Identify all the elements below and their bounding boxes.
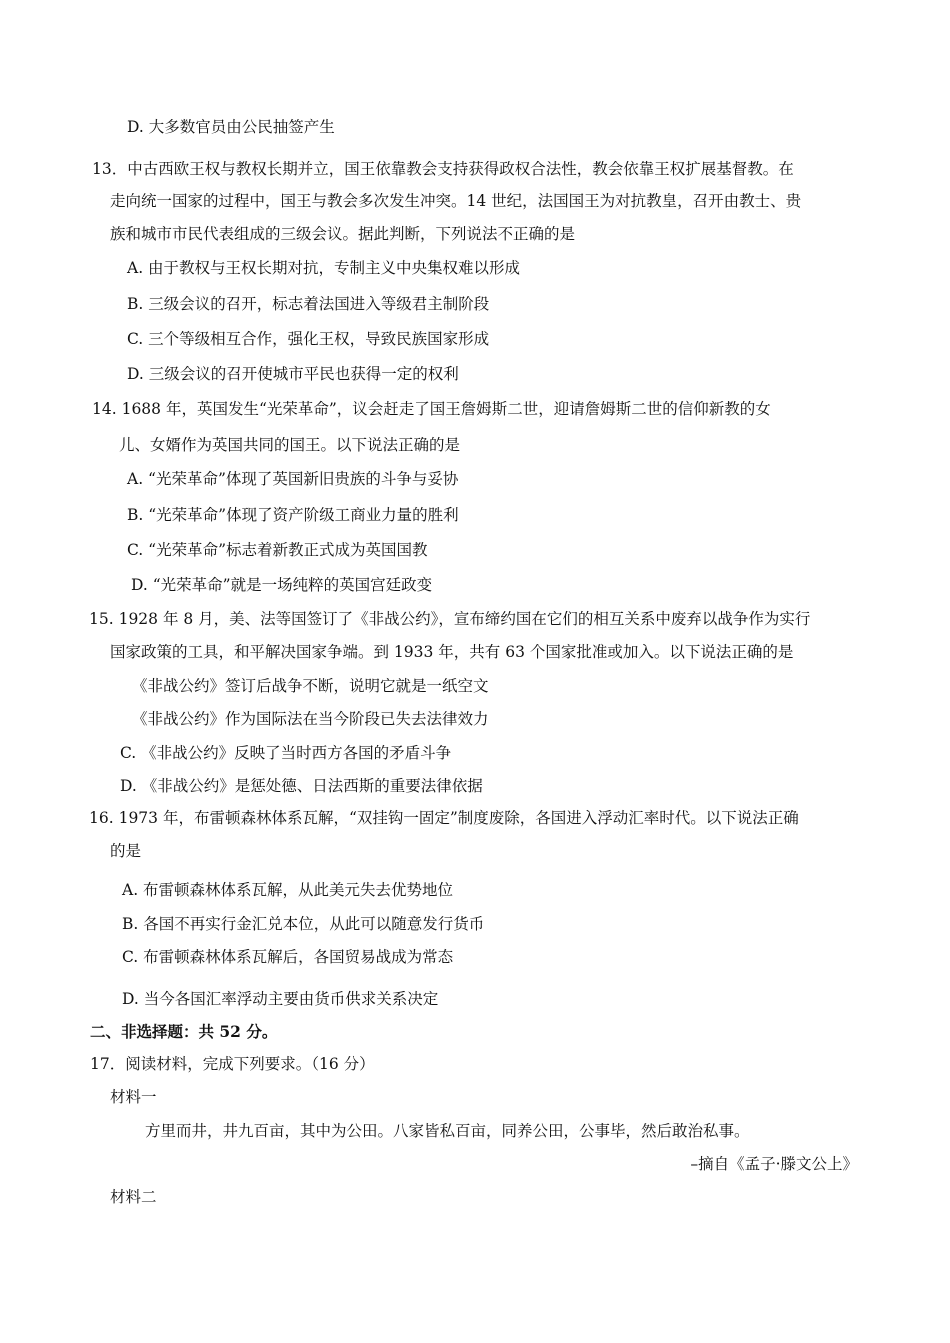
question-16-option-c: C. 布雷顿森林体系瓦解后，各国贸易战成为常态 [122, 948, 454, 966]
question-13-stem-line-3: 族和城市市民代表组成的三级会议。据此判断，下列说法不正确的是 [110, 225, 576, 243]
material-1-text: 方里而井，井九百亩，其中为公田。八家皆私百亩，同养公田，公事毕，然后敢治私事。 [145, 1122, 750, 1140]
question-13-option-b: B. 三级会议的召开，标志着法国进入等级君主制阶段 [127, 295, 490, 313]
question-15-stem-line-2: 国家政策的工具，和平解决国家争端。到 1933 年，共有 63 个国家批准或加入。以下说法正确的是 [110, 643, 794, 661]
question-17-stem: 17．阅读材料，完成下列要求。（16 分） [90, 1055, 375, 1073]
section-2-heading: 二、非选择题：共 52 分。 [90, 1022, 278, 1041]
material-2-label: 材料二 [110, 1188, 157, 1206]
question-16-stem-line-2: 的是 [110, 842, 142, 860]
question-13-option-a: A. 由于教权与王权长期对抗，专制主义中央集权难以形成 [127, 259, 521, 277]
question-14-option-c: C. “光荣革命”标志着新教正式成为英国国教 [127, 541, 428, 559]
question-16-option-d: D. 当今各国汇率浮动主要由货币供求关系决定 [122, 990, 439, 1008]
question-15-option-d: D. 《非战公约》是惩处德、日法西斯的重要法律依据 [120, 777, 483, 795]
question-14-stem-line-1: 14. 1688 年，英国发生“光荣革命”，议会赶走了国王詹姆斯二世，迎请詹姆斯二世的信仰新教的女 [92, 400, 771, 418]
question-14-stem-line-2: 儿、女婿作为英国共同的国王。以下说法正确的是 [119, 436, 461, 454]
question-13-option-d: D. 三级会议的召开使城市平民也获得一定的权利 [127, 365, 459, 383]
question-13-stem-line-1: 13．中古西欧王权与教权长期并立，国王依靠教会支持获得政权合法性，教会依靠王权扩展基督教。在 [92, 160, 794, 178]
question-15-option-c: C. 《非战公约》反映了当时西方各国的矛盾斗争 [120, 744, 452, 762]
question-13-option-c: C. 三个等级相互合作，强化王权，导致民族国家形成 [127, 330, 490, 348]
question-15-option-a: 《非战公约》签订后战争不断，说明它就是一纸空文 [132, 677, 489, 695]
question-16-stem-line-1: 16. 1973 年，布雷顿森林体系瓦解，“双挂钩一固定”制度废除，各国进入浮动汇率时代。以下说法正确 [89, 809, 799, 827]
question-14-option-d: D. “光荣革命”就是一场纯粹的英国宫廷政变 [131, 576, 433, 594]
material-1-source: –摘自《孟子·滕文公上》 [690, 1155, 858, 1173]
question-13-stem-line-2: 走向统一国家的过程中，国王与教会多次发生冲突。14 世纪，法国国王为对抗教皇，召开由教士、贵 [110, 192, 802, 210]
question-15-stem-line-1: 15. 1928 年 8 月，美、法等国签订了《非战公约》，宣布缔约国在它们的相互关系中废弃以战争作为实行 [89, 610, 811, 628]
question-16-option-b: B. 各国不再实行金汇兑本位，从此可以随意发行货币 [122, 915, 485, 933]
question-16-option-a: A. 布雷顿森林体系瓦解，从此美元失去优势地位 [122, 881, 454, 899]
question-15-option-b: 《非战公约》作为国际法在当今阶段已失去法律效力 [132, 710, 489, 728]
question-12-option-d: D. 大多数官员由公民抽签产生 [127, 118, 335, 136]
question-14-option-a: A. “光荣革命”体现了英国新旧贵族的斗争与妥协 [127, 470, 459, 488]
material-1-label: 材料一 [110, 1088, 157, 1106]
question-14-option-b: B. “光荣革命”体现了资产阶级工商业力量的胜利 [127, 506, 459, 524]
